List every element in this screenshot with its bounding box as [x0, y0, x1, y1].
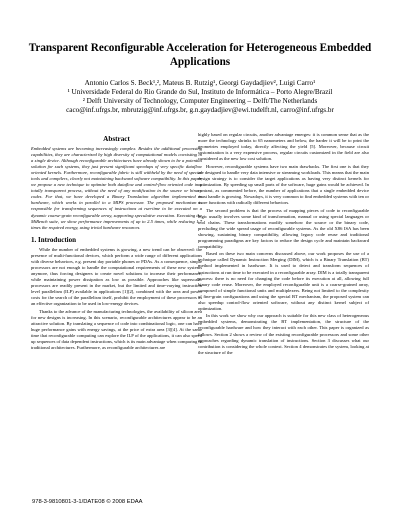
affiliation-2: ² Delft University of Technology, Computer Engineering – Delft/The Netherlands: [82, 96, 318, 105]
paper-title: [20, 42, 380, 69]
author-block: [20, 79, 380, 115]
right-paragraph: In this work we show why our approach is suitable for this new class of heterogeneous embedded systems, demonstrating the BT implementation, the structure of the reconfigurable hardware and how they interact with each other. This paper is organized as follows. Section 2 shows a review of the existing reconfigurable processors and some other approaches regarding dynamic translation of instructions. Section 3 discusses what our contribution is considering the whole context. Section 4 demonstrates the system, looking at the structure of the: [198, 313, 369, 355]
right-paragraph: Based on these two main concerns discussed above, our work proposes the use of a technique called Dynamic Instruction Merging (DIM), which is a Binary Translation (BT) method implemented in hardware. It is used to detect and transform sequences of instructions at run time to be executed in a reconfigurable array. DIM is a totally transparent process: there is no need for changing the code before its execution at all, allowing full binary code reuse. Moreover, the employed reconfigurable unit is a coarse-grained array, composed of simple functional units and multiplexers. Being not limited to the complexity of fine-grain configurations and using the special BT mechanism, the proposed system can also speedup control-flow oriented software, without any distinct kernel subject of optimization.: [198, 251, 369, 311]
left-paragraph: Thanks to the advance of the manufacturing technologies, the availability of silicon area for new designs is increasing. In this scenario, reconfigurable architectures appear to be an attractive solution. By translating a sequence of code into combinational logic, one can have huge performance gains with energy savings, at the price of extra area [3][4]. At the same time that reconfigurable computing can explore the ILP of the applications, it can also speed up sequences of data dependent instructions, which is its main advantage when comparing to traditional architectures. Furthermore, as reconfigurable architectures are: [31, 308, 202, 350]
title-line-2: Applications: [169, 55, 231, 68]
copyright-footer: 978-3-9810801-3-1/DATE08 © 2008 EDAA: [32, 499, 143, 505]
left-paragraph: While the number of embedded systems is growing, a new trend can be observed: the presence of multi-functional devices, which perform a wide range of different applications with diverse behaviors, e.g. present day portable phones or PDAs. As a consequence, simple processors are not enough to handle the computational requirements of these new systems anymore, thus forcing designers to create novel solutions to increase their performance, while maintaining power dissipation as low as possible. Approaches like superscalar processors are readily present in the market, but the limited and time-varying instruction level parallelism (ILP) available in applications [1][2], combined with the area and power costs for the search of the parallelism itself, prohibit the employment of these processors as an effective organization to be used in low-energy devices.: [31, 246, 202, 307]
title-line-1: Transparent Reconfigurable Acceleration for Heterogeneous Embedded: [28, 42, 372, 54]
section-heading-introduction: 1. Introduction: [31, 235, 76, 244]
right-column: [198, 132, 369, 357]
right-paragraph: highly based on regular circuits, another advantage emerges: it is common sense that as the more the technology shrinks to 65 nanometers and below, the harder it will be to print the geometries employed today, directly affecting the yield [5]. Moreover, because circuit customization is a very expensive process, regular circuits customized in the field are also considered as the new low cost solution.: [198, 132, 369, 162]
right-paragraph: However, reconfigurable systems have two main drawbacks. The first one is that they are designed to handle very data intensive or streaming workloads. This means that the main design strategy is to consider the target applications as having very distinct kernels for optimization. By speeding up small parts of the software, huge gains would be achieved. In contrast, as commented before, the number of applications that a single embedded device must handle is growing. Nowadays, it is very common to find embedded systems with ten or more functions with radically different behaviors.: [198, 163, 369, 206]
abstract-text: Embedded systems are becoming increasingly complex. Besides the additional processing capabilities, they are characterized by high diversity of computational models coexisting in a single device. Although reconfigurable architectures have already shown to be a potential solution for such systems, they just present significant speedups of very specific dataflow oriented kernels. Furthermore, reconfigurable fabric is still withheld by the need of special tools and compilers, clearly not maintaining backward software compatibility. In this paper, we propose a new technique to optimize both dataflow and control-flow oriented code in a totally transparent process, without the need of any modification in the source or binary codes. For that, we have developed a Binary Translation algorithm implemented in hardware, which works in parallel to a MIPS processor. The proposed mechanism is responsible for transforming sequences of instructions at run-time to be executed on a dynamic coarse-grain reconfigurable array, supporting speculative execution. Executing the MiBench suite, we show performance improvements of up to 2.5 times, while reducing 1.7 times the required energy, using trivial hardware resources.: [31, 146, 202, 230]
author-emails: caco@inf.ufrgs.br, mbrutzig@inf.ufrgs.br, g.n.gaydadjiev@ewi.tudelft.nl, carro@inf.ufrgs.br: [66, 105, 334, 114]
right-paragraph: The second problem is that the process of mapping pieces of code to reconfigurable logic usually involves some kind of transformation, manual or using special languages or tool chains. These transformations modify somehow the source or the binary code, precluding the wide spread usage of reconfigurable systems. As the old X86 ISA has been showing, sustaining binary compatibility, allowing legacy code reuse and traditional programming paradigms are key factors to reduce the design cycle and maintain backward compatibility.: [198, 207, 369, 249]
left-column: [31, 135, 202, 352]
author-names: Antonio Carlos S. Beck¹,², Mateus B. Rutzig¹, Georgi Gaydadjiev², Luigi Carro¹: [84, 79, 316, 87]
affiliation-1: ¹ Universidade Federal do Rio Grande do Sul, Instituto de Informática – Porto Alegre/Brazil: [67, 87, 333, 96]
abstract-heading: Abstract: [103, 135, 130, 143]
